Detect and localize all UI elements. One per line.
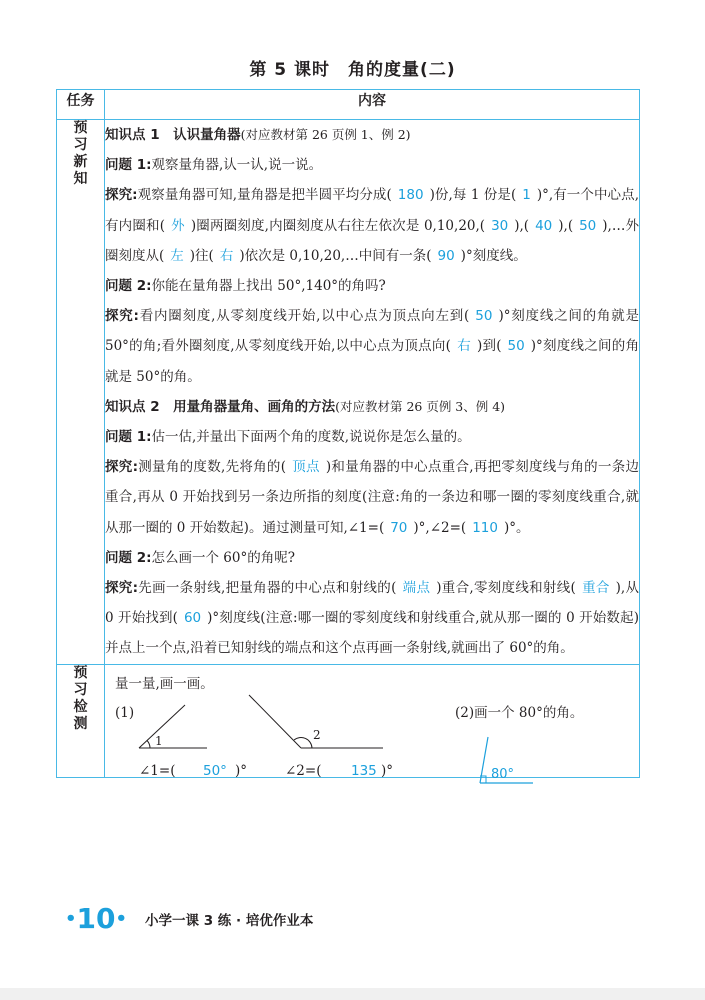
text: )份,每 1 份是( bbox=[429, 187, 517, 204]
k2-q2-label: 问题 2: bbox=[105, 549, 152, 566]
text: )往( bbox=[189, 247, 214, 264]
text: )重合,零刻度线和射线( bbox=[436, 580, 576, 597]
text: ),…外圈刻度从( bbox=[105, 217, 640, 264]
text: )圈两圈刻度,内圈刻度从右往左依次是 0,10,20,( bbox=[190, 217, 486, 234]
answer-blank: 180 bbox=[397, 187, 424, 204]
angle1-pre: ∠1=( bbox=[139, 762, 176, 779]
k1-ref: (对应教材第 26 页例 1、例 2) bbox=[240, 127, 411, 142]
text: )°刻度线之间的角就是 50°的角。 bbox=[105, 338, 639, 385]
lesson-table bbox=[56, 89, 640, 782]
page-title: 第 5 课时 角的度量(二) bbox=[249, 60, 456, 80]
angle1-mark: 1 bbox=[155, 733, 163, 748]
answer-blank: 右 bbox=[219, 247, 234, 264]
text: 测量角的度数,先将角的( bbox=[137, 459, 286, 476]
angle1-arc bbox=[147, 740, 150, 748]
k2-heading-line bbox=[105, 392, 639, 422]
answer-blank: 顶点 bbox=[291, 459, 320, 476]
k1-explore2-label: 探究: bbox=[105, 308, 139, 325]
text: ),( bbox=[514, 217, 530, 234]
text: )°。 bbox=[503, 519, 530, 536]
k1-heading-line bbox=[105, 120, 639, 150]
bottom-bar bbox=[0, 988, 705, 1000]
k1-q2 bbox=[105, 271, 639, 301]
answer-blank: 端点 bbox=[402, 580, 431, 597]
answer-blank: 30 bbox=[491, 217, 509, 234]
bullet-icon: • bbox=[115, 908, 127, 929]
k2-explore2-label: 探究: bbox=[105, 580, 138, 597]
section-check-label: 预习检测 bbox=[73, 664, 88, 732]
k2-q2 bbox=[105, 543, 639, 573]
text: ),( bbox=[558, 217, 574, 234]
text: ),从 0 开始找到( bbox=[105, 580, 640, 627]
bullet-icon: • bbox=[65, 908, 77, 929]
k1-q1-text: 观察量角器,认一认,说一说。 bbox=[151, 157, 323, 174]
angle2-arc bbox=[294, 737, 312, 748]
k2-q1-text: 估一估,并量出下面两个角的度数,说说你是怎么量的。 bbox=[151, 429, 471, 446]
header-task: 任务 bbox=[57, 90, 105, 120]
k1-q1-label: 问题 1: bbox=[105, 157, 152, 174]
k1-explore2 bbox=[105, 301, 639, 392]
drawn-angle-label: 80° bbox=[491, 766, 515, 782]
section-check-content bbox=[105, 664, 640, 782]
book-title: 小学一课 3 练 · 培优作业本 bbox=[145, 912, 314, 929]
text: 观察量角器可知,量角器是把半圆平均分成( bbox=[137, 187, 392, 204]
k1-heading: 知识点 1 认识量角器 bbox=[105, 127, 241, 143]
angle1-post: )° bbox=[235, 762, 248, 779]
k1-q1 bbox=[105, 150, 639, 180]
answer-blank: 50 bbox=[507, 338, 525, 355]
check-instruction: 量一量,画一画。 bbox=[115, 675, 214, 692]
answer-blank: 60 bbox=[183, 610, 202, 627]
k2-heading: 知识点 2 用量角器量角、画角的方法 bbox=[105, 398, 336, 415]
k1-q2-label: 问题 2: bbox=[105, 278, 152, 295]
angle2-pre: ∠2=( bbox=[285, 762, 322, 779]
text: )°刻度线之间的角就是 50°的角;看外圈刻度,从零刻度线开始,以中心点为顶点向( bbox=[105, 308, 639, 355]
text: )依次是 0,10,20,…中间有一条( bbox=[239, 247, 432, 264]
answer-blank: 右 bbox=[456, 338, 471, 355]
text: )到( bbox=[476, 338, 502, 355]
answer-blank: 50 bbox=[475, 308, 493, 325]
angle2-side-ray bbox=[249, 695, 301, 748]
text: )和量角器的中心点重合,再把零刻度线与角的一条边重合,再从 0 开始找到另一条边所指的刻度(注意:角的一条边和哪一圈的零刻度线重合,就从那一圈的 0 开始数起)。通过测量可知,∠1=( bbox=[105, 459, 640, 536]
page-footer bbox=[65, 902, 313, 935]
angle1-answer: 50° bbox=[203, 762, 227, 779]
angle2-post: )° bbox=[381, 762, 394, 779]
text: )°刻度线。 bbox=[460, 247, 527, 264]
answer-blank: 1 bbox=[522, 187, 531, 204]
answer-blank: 左 bbox=[170, 247, 184, 264]
angle2-answer: 135 bbox=[351, 762, 377, 779]
k2-q2-text: 怎么画一个 60°的角呢? bbox=[151, 549, 295, 566]
header-content: 内容 bbox=[105, 90, 640, 120]
k2-explore2 bbox=[105, 573, 639, 664]
answer-blank: 40 bbox=[535, 217, 553, 234]
answer-blank: 90 bbox=[437, 247, 455, 264]
k1-q2-text: 你能在量角器上找出 50°,140°的角吗? bbox=[151, 278, 386, 295]
k2-q1-label: 问题 1: bbox=[105, 429, 152, 446]
k1-explore1-label: 探究: bbox=[105, 187, 138, 204]
k2-q1 bbox=[105, 422, 639, 452]
section-preview-label-cell bbox=[57, 120, 105, 665]
answer-blank: 70 bbox=[390, 519, 408, 536]
k2-ref: (对应教材第 26 页例 3、例 4) bbox=[335, 398, 506, 414]
section-preview-content bbox=[105, 120, 640, 665]
part2-instruction: (2)画一个 80°的角。 bbox=[455, 704, 584, 721]
check-figure bbox=[105, 665, 627, 789]
answer-blank: 50 bbox=[579, 217, 597, 234]
part1-label: (1) bbox=[115, 704, 135, 721]
k1-explore1 bbox=[105, 180, 639, 271]
page-number: 10 bbox=[76, 902, 116, 935]
k2-explore1 bbox=[105, 452, 639, 543]
answer-blank: 外 bbox=[170, 217, 185, 234]
text: 先画一条射线,把量角器的中心点和射线的( bbox=[137, 580, 397, 597]
text: )°刻度线(注意:哪一圈的零刻度线和射线重合,就从那一圈的 0 开始数起)并点上一个点,沿着已知射线的端点和这个点再画一条射线,就画出了 60°的角。 bbox=[105, 610, 639, 657]
angle2-mark: 2 bbox=[313, 727, 321, 742]
answer-blank: 110 bbox=[472, 519, 498, 536]
text: )°,∠2=( bbox=[413, 519, 467, 536]
text: 看内圈刻度,从零刻度线开始,以中心点为顶点向左到( bbox=[138, 308, 470, 325]
section-preview-label: 预习新知 bbox=[73, 120, 88, 187]
section-check-label-cell bbox=[57, 664, 105, 777]
answer-blank: 重合 bbox=[581, 580, 610, 597]
text: )°,有一个中心点,有内圈和( bbox=[105, 187, 640, 234]
k2-explore1-label: 探究: bbox=[105, 459, 138, 476]
